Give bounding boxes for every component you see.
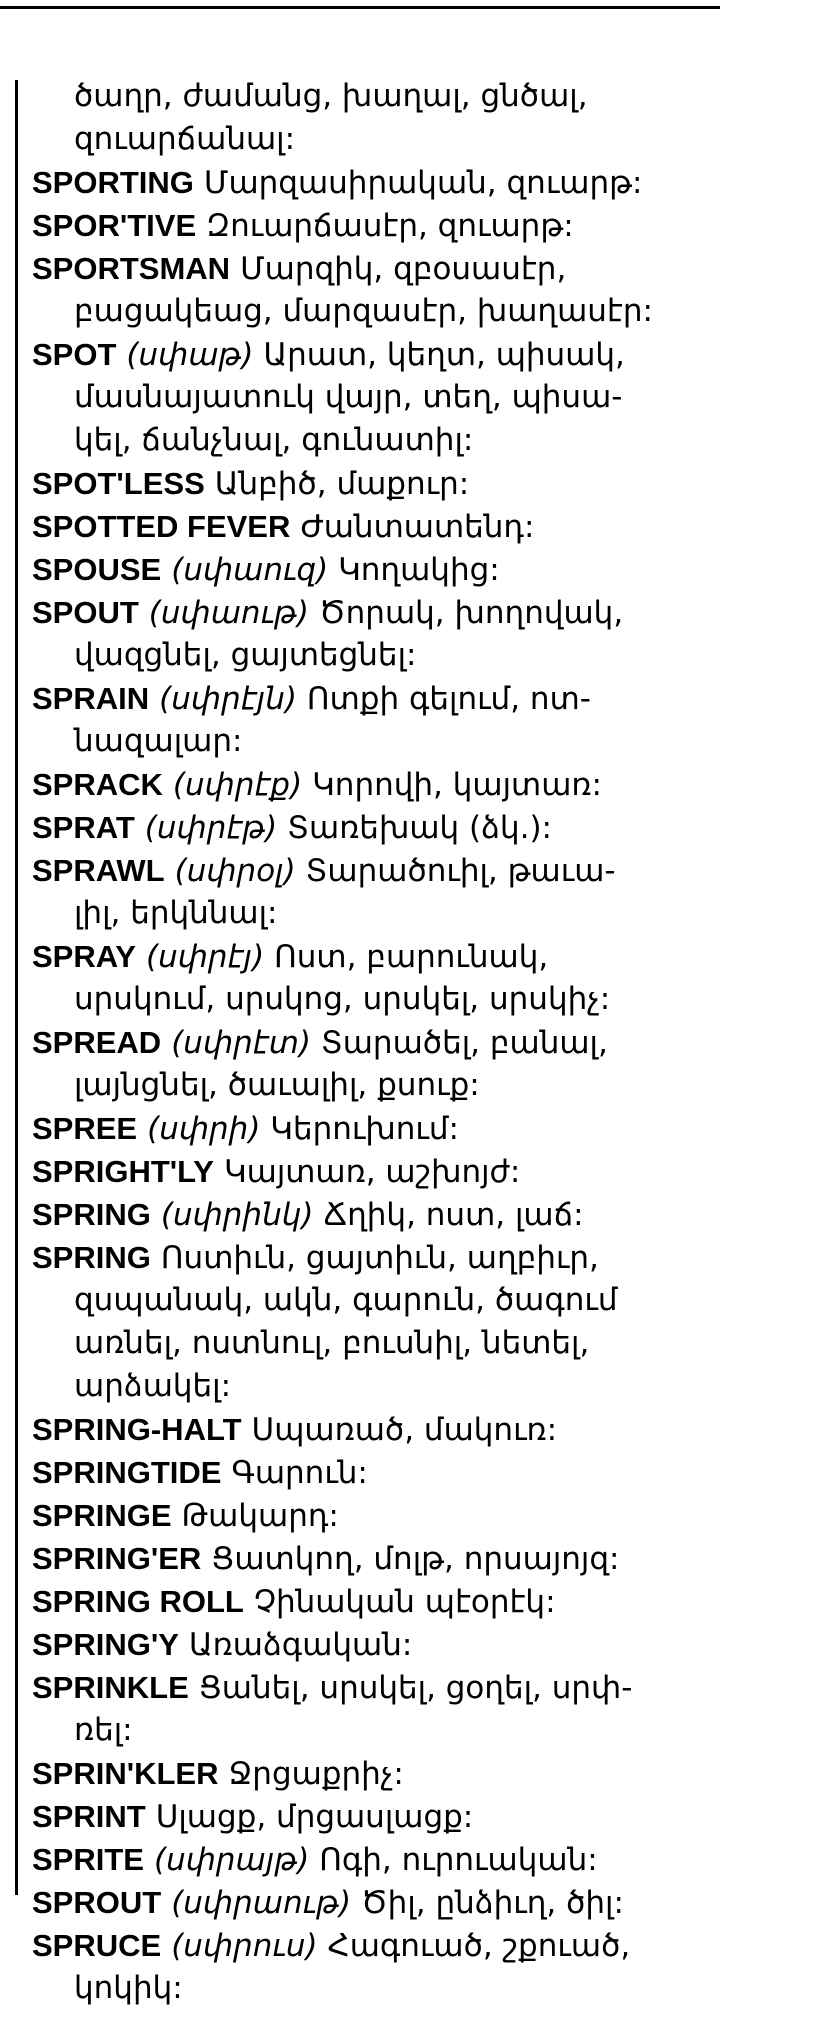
entry-headword: SPRING-HALT: [32, 1412, 242, 1447]
dictionary-entry: [32, 1537, 802, 1580]
entry-headword: SPRAY: [32, 939, 136, 974]
dictionary-entry: [32, 247, 802, 290]
dictionary-entry: [32, 849, 802, 892]
entry-definition-continuation: կոկիկ:: [74, 1970, 183, 2006]
entry-continuation-line: զուարճանալ:: [74, 121, 296, 157]
entry-headword: SPOUSE: [32, 552, 162, 587]
dictionary-entry: [32, 462, 802, 505]
entry-definition-continuation: նազալար:: [74, 723, 243, 759]
entry-headword: SPRIN'KLER: [32, 1756, 219, 1791]
entry-pronunciation: (սփրօլ): [174, 853, 296, 889]
entry-definition: Ջրցաքրիչ:: [228, 1756, 404, 1792]
entry-definition-continuation: լայնցնել, ծաւալիլ, քսուք:: [74, 1067, 480, 1103]
dictionary-entry: [32, 333, 802, 376]
entry-headword: SPRINGE: [32, 1498, 172, 1533]
dictionary-entry: [32, 1623, 802, 1666]
dictionary-entry: [32, 1838, 802, 1881]
entry-definition: Չինական պէօրէկ:: [253, 1584, 556, 1620]
dictionary-entry: [32, 1193, 802, 1236]
dictionary-entry: [32, 591, 802, 634]
entry-pronunciation: (սփրայթ): [153, 1842, 310, 1878]
dictionary-entry: [32, 1494, 802, 1537]
dictionary-page-body: [32, 75, 802, 2010]
entry-pronunciation: (սփրաութ): [171, 1885, 352, 1921]
entry-definition: Ժանտատենդ:: [300, 509, 535, 545]
dictionary-entry: [32, 1580, 802, 1623]
entry-definition: Տարածել, բանալ,: [320, 1025, 608, 1061]
dictionary-entry: [32, 1150, 802, 1193]
entry-definition: Կայտառ, աշխոյժ:: [223, 1154, 521, 1190]
entry-headword: SPRAIN: [32, 681, 150, 716]
entry-headword: SPRING: [32, 1240, 151, 1275]
dictionary-entry: [32, 505, 802, 548]
entry-definition-continuation: բացակեաց, մարզասէր, խաղասէր:: [74, 293, 653, 329]
entry-pronunciation: (սփրինկ): [160, 1197, 314, 1233]
entry-pronunciation: (սփաուզ): [171, 552, 329, 588]
entry-headword: SPORTSMAN: [32, 251, 231, 286]
dictionary-entry: [32, 1752, 802, 1795]
dictionary-entry: [32, 1666, 802, 1709]
entry-headword: SPRING'Y: [32, 1627, 179, 1662]
dictionary-entry: [32, 1408, 802, 1451]
entry-headword: SPRING: [32, 1197, 151, 1232]
entry-pronunciation: (սփրուս): [171, 1928, 318, 1964]
entry-definition-continuation: առնել, ոստնուլ, բուսնիլ, նետել,: [74, 1325, 590, 1361]
entry-definition: Ոտքի գելում, ոտ-: [306, 681, 591, 717]
entry-definition: Հագուած, շքուած,: [327, 1928, 631, 1964]
entry-definition-continuation: զսպանակ, ակն, գարուն, ծագում: [74, 1282, 618, 1318]
entry-definition-continuation: ռել:: [74, 1712, 133, 1748]
entry-headword: SPOT: [32, 337, 117, 372]
entry-headword: SPRINT: [32, 1799, 146, 1834]
entry-continuation-line: ծաղր, ժամանց, խաղալ, ցնծալ,: [74, 78, 588, 114]
dictionary-entry: [32, 161, 802, 204]
dictionary-entry: [32, 677, 802, 720]
dictionary-entry: [32, 548, 802, 591]
left-column-rule: [15, 80, 18, 1895]
entry-definition: Սպառած, մակուռ:: [251, 1412, 558, 1448]
entry-headword: SPOTTED FEVER: [32, 509, 291, 544]
entry-definition-continuation: լիլ, երկննալ:: [74, 895, 278, 931]
entry-definition: Ցանել, սրսկել, ցօղել, սրփ-: [198, 1670, 633, 1706]
entry-definition: Արատ, կեղտ, պիսակ,: [263, 337, 625, 373]
entry-definition: Ճղիկ, ոստ, լաճ:: [323, 1197, 584, 1233]
entry-pronunciation: (սփրէյն): [159, 681, 298, 717]
entry-headword: SPRITE: [32, 1842, 144, 1877]
entry-headword: SPRAWL: [32, 853, 165, 888]
entry-definition: Ոգի, ուրուական:: [319, 1842, 598, 1878]
dictionary-entry: [32, 1236, 802, 1279]
entry-definition-continuation: արձակել:: [74, 1368, 232, 1404]
entry-definition-continuation: մասնայատուկ վայր, տեղ, պիսա-: [74, 379, 623, 415]
entry-headword: SPRINKLE: [32, 1670, 189, 1705]
dictionary-entry: [32, 1451, 802, 1494]
dictionary-entry: [32, 1881, 802, 1924]
top-rule: [0, 6, 720, 9]
dictionary-entry: [32, 1021, 802, 1064]
dictionary-entry: [32, 204, 802, 247]
entry-headword: SPREE: [32, 1111, 138, 1146]
dictionary-entry: [32, 1924, 802, 1967]
entry-headword: SPRINGTIDE: [32, 1455, 222, 1490]
entry-pronunciation: (սփաութ): [148, 595, 310, 631]
entry-definition-continuation: վազցնել, ցայտեցնել:: [74, 637, 417, 673]
entry-pronunciation: (սփրէյ): [145, 939, 265, 975]
entry-definition-continuation: սրսկում, սրսկոց, սրսկել, սրսկիչ:: [74, 981, 611, 1017]
entry-definition: Մարզիկ, զբօսասէր,: [240, 251, 567, 287]
entry-definition: Մարզասիրական, զուարթ:: [203, 165, 643, 201]
entry-definition: Անբիծ, մաքուր:: [214, 466, 470, 502]
entry-headword: SPRACK: [32, 767, 163, 802]
entry-headword: SPOR'TIVE: [32, 208, 197, 243]
dictionary-entry: [32, 1107, 802, 1150]
entry-headword: SPRIGHT'LY: [32, 1154, 214, 1189]
dictionary-entry: [32, 935, 802, 978]
entry-definition: Ոստիւն, ցայտիւն, աղբիւր,: [160, 1240, 599, 1276]
entry-definition: Կորովի, կայտառ:: [312, 767, 602, 803]
entry-pronunciation: (սփրէթ): [144, 810, 278, 846]
entry-headword: SPRUCE: [32, 1928, 162, 1963]
entry-definition: Ծորակ, խողովակ,: [318, 595, 624, 631]
entry-definition: Ոստ, բարունակ,: [274, 939, 549, 975]
entry-definition: Զուարճասէր, զուարթ:: [206, 208, 574, 244]
dictionary-entry: [32, 763, 802, 806]
entry-definition: Տառեխակ (ձկ.):: [287, 810, 553, 846]
entry-headword: SPROUT: [32, 1885, 162, 1920]
entry-definition: Կողակից:: [338, 552, 500, 588]
dictionary-entry: [32, 806, 802, 849]
entry-definition: Գարուն:: [231, 1455, 368, 1491]
entry-pronunciation: (սփրի): [147, 1111, 261, 1147]
entry-definition: Ծիլ, ընձիւղ, ծիլ:: [360, 1885, 624, 1921]
entry-headword: SPREAD: [32, 1025, 162, 1060]
entry-headword: SPRAT: [32, 810, 135, 845]
entry-definition: Թակարդ:: [181, 1498, 339, 1534]
entry-definition: Կերուխում:: [270, 1111, 459, 1147]
entry-definition: Սլացք, մրցասլացք:: [155, 1799, 474, 1835]
entry-headword: SPOT'LESS: [32, 466, 205, 501]
entry-headword: SPRING ROLL: [32, 1584, 244, 1619]
entry-definition-continuation: կել, ճանչնալ, գունատիլ:: [74, 422, 474, 458]
entry-definition: Առաձգական:: [188, 1627, 413, 1663]
entry-pronunciation: (սփրէտ): [171, 1025, 312, 1061]
entry-definition: Տարածուիլ, թաւա-: [305, 853, 616, 889]
entry-pronunciation: (սփաթ): [126, 337, 254, 373]
entry-headword: SPORTING: [32, 165, 194, 200]
entry-pronunciation: (սփրէք): [172, 767, 303, 803]
dictionary-entry: [32, 1795, 802, 1838]
entry-headword: SPRING'ER: [32, 1541, 202, 1576]
entry-headword: SPOUT: [32, 595, 139, 630]
entry-definition: Ցատկող, մոլթ, որսայոյզ:: [211, 1541, 620, 1577]
